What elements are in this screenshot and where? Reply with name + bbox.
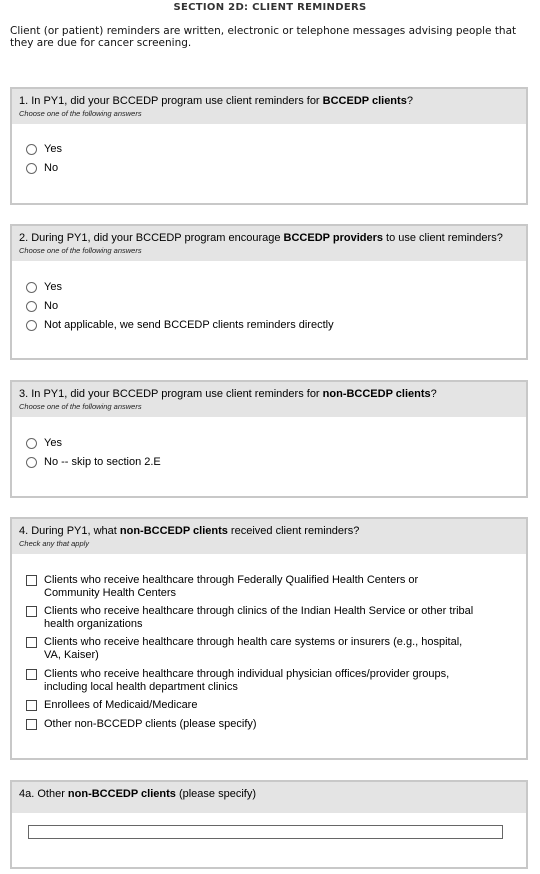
- question-4: [10, 517, 528, 760]
- section-title: SECTION 2D: CLIENT REMINDERS: [173, 2, 367, 13]
- other-clients-text-field[interactable]: [28, 825, 503, 839]
- q2-option-no[interactable]: No: [26, 300, 58, 313]
- question-4a-title: 4a. Other non-BCCEDP clients (please specify): [19, 788, 256, 800]
- checkbox[interactable]: [26, 700, 37, 711]
- question-2-title: 2. During PY1, did your BCCEDP program encourage BCCEDP providers to use client reminders?: [19, 232, 503, 244]
- q4-option-ihs[interactable]: Clients who receive healthcare through clinics of the Indian Health Service or other tribal health organizations: [26, 605, 474, 631]
- q4-option-other[interactable]: Other non-BCCEDP clients (please specify): [26, 718, 474, 731]
- checkbox[interactable]: [26, 719, 37, 730]
- question-2-hint: Choose one of the following answers: [19, 246, 142, 255]
- radio-button[interactable]: [26, 457, 37, 468]
- question-2: [10, 224, 528, 360]
- question-4-title: 4. During PY1, what non-BCCEDP clients received client reminders?: [19, 525, 360, 537]
- q3-option-yes[interactable]: Yes: [26, 437, 62, 450]
- intro-text: Client (or patient) reminders are written, electronic or telephone messages advising people that they are due for cancer screening.: [10, 25, 517, 49]
- question-1-title: 1. In PY1, did your BCCEDP program use client reminders for BCCEDP clients?: [19, 95, 413, 107]
- question-4a-header: [12, 782, 526, 813]
- q2-option-not-applicable[interactable]: Not applicable, we send BCCEDP clients reminders directly: [26, 319, 334, 332]
- question-1: [10, 87, 528, 205]
- question-2-header: [12, 226, 526, 261]
- q4-option-health-systems[interactable]: Clients who receive healthcare through health care systems or insurers (e.g., hospital, VA, Kaiser): [26, 636, 474, 662]
- question-3-title: 3. In PY1, did your BCCEDP program use client reminders for non-BCCEDP clients?: [19, 388, 437, 400]
- radio-button[interactable]: [26, 438, 37, 449]
- question-3: [10, 380, 528, 498]
- q4-option-fqhc[interactable]: Clients who receive healthcare through Federally Qualified Health Centers or Community Health Centers: [26, 574, 474, 600]
- question-1-header: [12, 89, 526, 124]
- radio-button[interactable]: [26, 301, 37, 312]
- question-4-header: [12, 519, 526, 554]
- checkbox[interactable]: [26, 637, 37, 648]
- question-4a: [10, 780, 528, 869]
- q3-option-no-skip[interactable]: No -- skip to section 2.E: [26, 456, 161, 469]
- question-3-hint: Choose one of the following answers: [19, 402, 142, 411]
- question-4-hint: Check any that apply: [19, 539, 90, 548]
- radio-button[interactable]: [26, 320, 37, 331]
- checkbox[interactable]: [26, 606, 37, 617]
- q1-option-no[interactable]: No: [26, 162, 58, 175]
- radio-button[interactable]: [26, 163, 37, 174]
- question-3-header: [12, 382, 526, 417]
- radio-button[interactable]: [26, 144, 37, 155]
- checkbox[interactable]: [26, 669, 37, 680]
- q2-option-yes[interactable]: Yes: [26, 281, 62, 294]
- q4-option-medicaid[interactable]: Enrollees of Medicaid/Medicare: [26, 699, 474, 712]
- q1-option-yes[interactable]: Yes: [26, 143, 62, 156]
- radio-button[interactable]: [26, 282, 37, 293]
- q4-option-physician-offices[interactable]: Clients who receive healthcare through individual physician offices/provider groups, including local health department clinics: [26, 668, 474, 694]
- checkbox[interactable]: [26, 575, 37, 586]
- question-1-hint: Choose one of the following answers: [19, 109, 142, 118]
